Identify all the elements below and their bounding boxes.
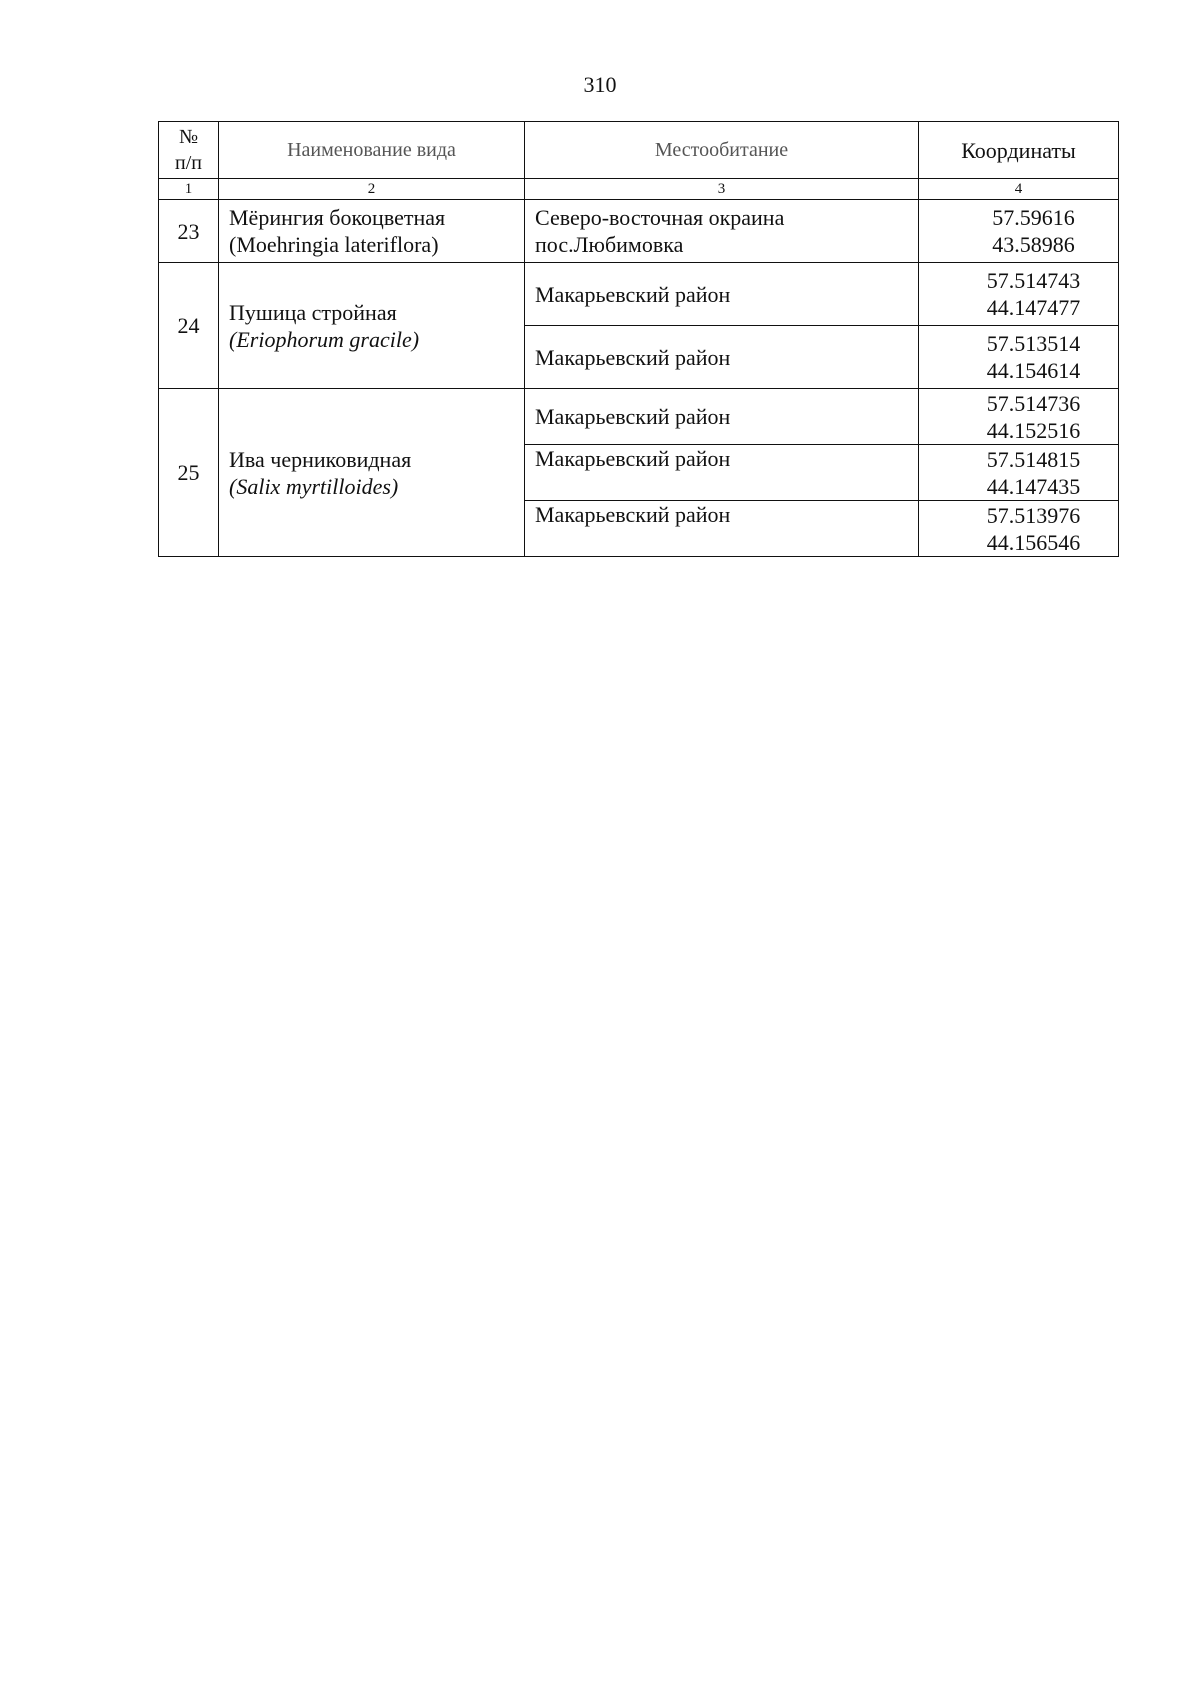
- column-index: 1: [159, 179, 219, 200]
- table-row: [159, 200, 1119, 263]
- latitude: 57.59616: [992, 205, 1075, 230]
- row-number: 24: [159, 263, 219, 389]
- table-row: [159, 389, 1119, 445]
- longitude: 43.58986: [992, 232, 1075, 257]
- coordinates-cell: [919, 263, 1119, 326]
- coordinates-cell: [919, 445, 1119, 501]
- habitat: Макарьевский район: [525, 389, 919, 445]
- table-row: [159, 263, 1119, 326]
- species-name: Ива черниковидная: [229, 446, 412, 472]
- row-number: 23: [159, 200, 219, 263]
- header-species-name: Наименование вида: [219, 122, 525, 179]
- coordinates-cell: [919, 501, 1119, 557]
- habitat: Северо-восточная окраина: [535, 205, 785, 230]
- latitude: 57.514815: [986, 446, 1081, 472]
- header-coordinates: Координаты: [919, 122, 1119, 179]
- column-index: 4: [919, 179, 1119, 200]
- habitat: Макарьевский район: [525, 501, 919, 557]
- habitat-locality: пос.Любимовка: [535, 232, 684, 257]
- habitat: Макарьевский район: [525, 445, 919, 501]
- species-latin: (Moehringia lateriflora): [229, 232, 439, 257]
- habitat: Макарьевский район: [525, 326, 919, 389]
- column-index: 3: [525, 179, 919, 200]
- column-index: 2: [219, 179, 525, 200]
- species-name: Пушица стройная: [229, 299, 397, 325]
- species-latin: (Salix myrtilloides): [229, 473, 399, 499]
- latitude: 57.514743: [986, 268, 1081, 293]
- row-number: 25: [159, 389, 219, 557]
- latitude: 57.513976: [986, 502, 1081, 528]
- latitude: 57.513514: [986, 331, 1081, 356]
- longitude: 44.147435: [986, 473, 1081, 499]
- species-latin: (Eriophorum gracile): [229, 326, 420, 352]
- longitude: 44.152516: [986, 417, 1081, 443]
- species-name-cell: [219, 263, 525, 389]
- table-header-row: [159, 122, 1119, 179]
- habitat-cell: [525, 200, 919, 263]
- longitude: 44.154614: [986, 358, 1081, 383]
- coordinates-cell: [919, 389, 1119, 445]
- header-number: [159, 122, 219, 179]
- coordinates-cell: [919, 326, 1119, 389]
- column-index-row: [159, 179, 1119, 200]
- page-number: 310: [583, 72, 617, 97]
- longitude: 44.156546: [986, 529, 1081, 555]
- species-name: Мёрингия бокоцветная: [229, 205, 446, 230]
- header-number-sign: №: [178, 126, 199, 148]
- longitude: 44.147477: [986, 295, 1081, 320]
- header-number-abbr: п/п: [175, 152, 202, 174]
- species-name-cell: [219, 389, 525, 557]
- header-habitat: Местообитание: [525, 122, 919, 179]
- species-table: [158, 121, 1119, 557]
- latitude: 57.514736: [986, 390, 1081, 416]
- species-name-cell: [219, 200, 525, 263]
- coordinates-cell: [919, 200, 1119, 263]
- habitat: Макарьевский район: [525, 263, 919, 326]
